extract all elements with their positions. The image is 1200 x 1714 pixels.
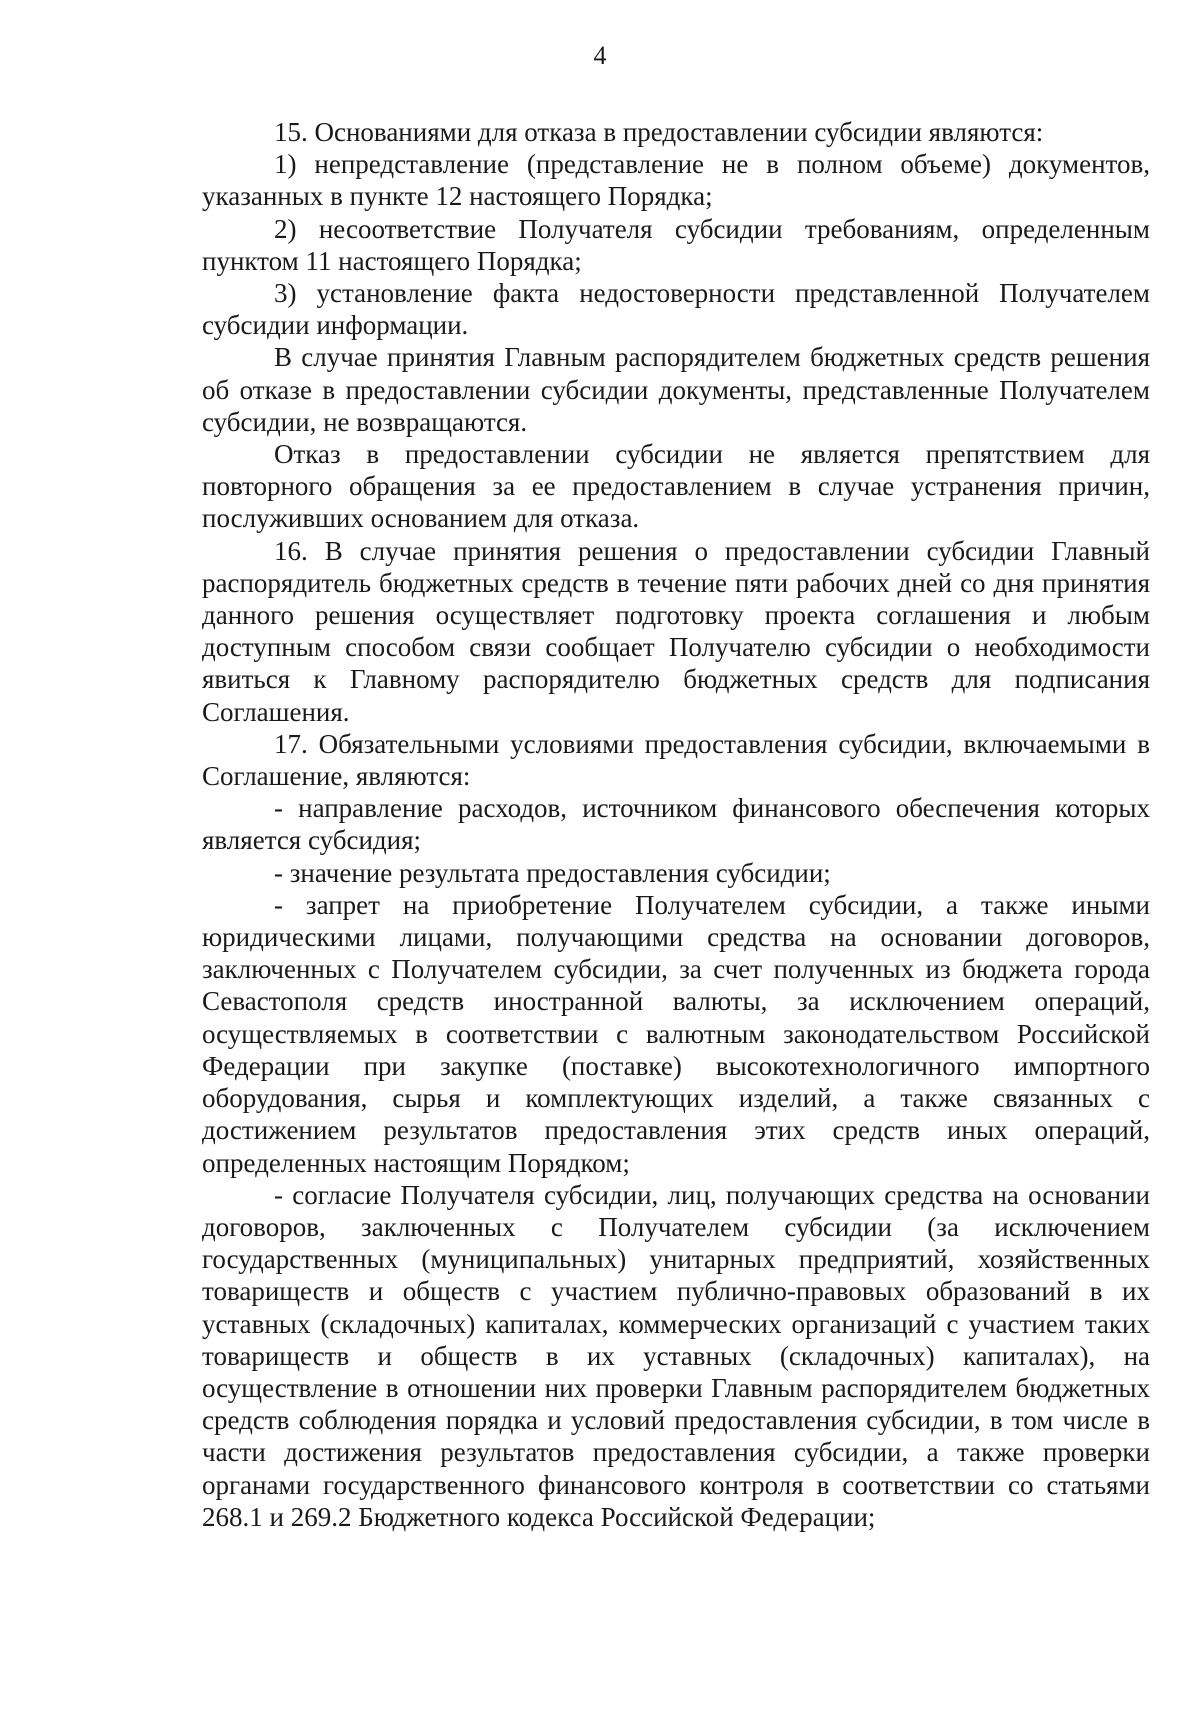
paragraph-refusal-not-obstacle: Отказ в предоставлении субсидии не является препятствием для повторного обращения за ее предоставлением в случае устранения причин, послуживших основанием для отказа.	[202, 439, 1150, 534]
paragraph-15-item-1: 1) непредставление (представление не в полном объеме) документов, указанных в пункте 12 настоящего Порядка;	[202, 149, 1150, 212]
paragraph-17-item-result: - значение результата предоставления субсидии;	[274, 857, 831, 888]
paragraph-refusal-documents: В случае принятия Главным распорядителем бюджетных средств решения об отказе в предоставлении субсидии документы, представленные Получателем субсидии, не возвращаются.	[202, 342, 1150, 437]
paragraph-17-heading: 17. Обязательными условиями предоставления субсидии, включаемыми в Соглашение, являются:	[202, 728, 1150, 792]
paragraph-17-item-expenses: - направление расходов, источником финансового обеспечения которых является субсидия;	[202, 793, 1150, 856]
paragraph-16: 16. В случае принятия решения о предоставлении субсидии Главный распорядитель бюджетных средств в течение пяти рабочих дней со дня принятия данного решения осуществляет подготовку проекта соглашения и любым доступным способом связи сообщает Получателю субсидии о необходимости явиться к Главному распорядителю бюджетных средств для подписания Соглашения.	[202, 535, 1150, 727]
page-number: 4	[593, 41, 607, 70]
paragraph-15-item-2: 2) несоответствие Получателя субсидии требованиям, определенным пунктом 11 настоящего Порядка;	[202, 213, 1150, 276]
paragraph-17-item-currency-ban: - запрет на приобретение Получателем субсидии, а также иными юридическими лицами, получающими средства на основании договоров, заключенных с Получателем субсидии, за счет полученных из бюджета города Севастополя средств иностранной валюты, за исключением операций, осуществляемых в соответствии с валютным законодательством Российской Федерации при закупке (поставке) высокотехнологичного импортного оборудования, сырья и комплектующих изделий, а также связанных с достижением результатов предоставления этих средств иных операций, определенных настоящим Порядком;	[202, 889, 1150, 1178]
paragraph-15-item-3: 3) установление факта недостоверности представленной Получателем субсидии информации.	[202, 278, 1150, 341]
paragraph-17-item-consent: - согласие Получателя субсидии, лиц, получающих средства на основании договоров, заключенных с Получателем субсидии (за исключением государственных (муниципальных) унитарных предприятий, хозяйственных товариществ и обществ с участием публично-правовых образований в их уставных (складочных) капиталах, коммерческих организаций с участием таких товариществ и обществ в их уставных (складочных) капиталах), на осуществление в отношении них проверки Главным распорядителем бюджетных средств соблюдения порядка и условий предоставления субсидии, в том числе в части достижения результатов предоставления субсидии, а также проверки органами государственного финансового контроля в соответствии со статьями 268.1 и 269.2 Бюджетного кодекса Российской Федерации;	[202, 1179, 1150, 1532]
paragraph-15-heading: 15. Основаниями для отказа в предоставлении субсидии являются:	[274, 117, 1044, 147]
document-body	[202, 116, 1150, 1533]
